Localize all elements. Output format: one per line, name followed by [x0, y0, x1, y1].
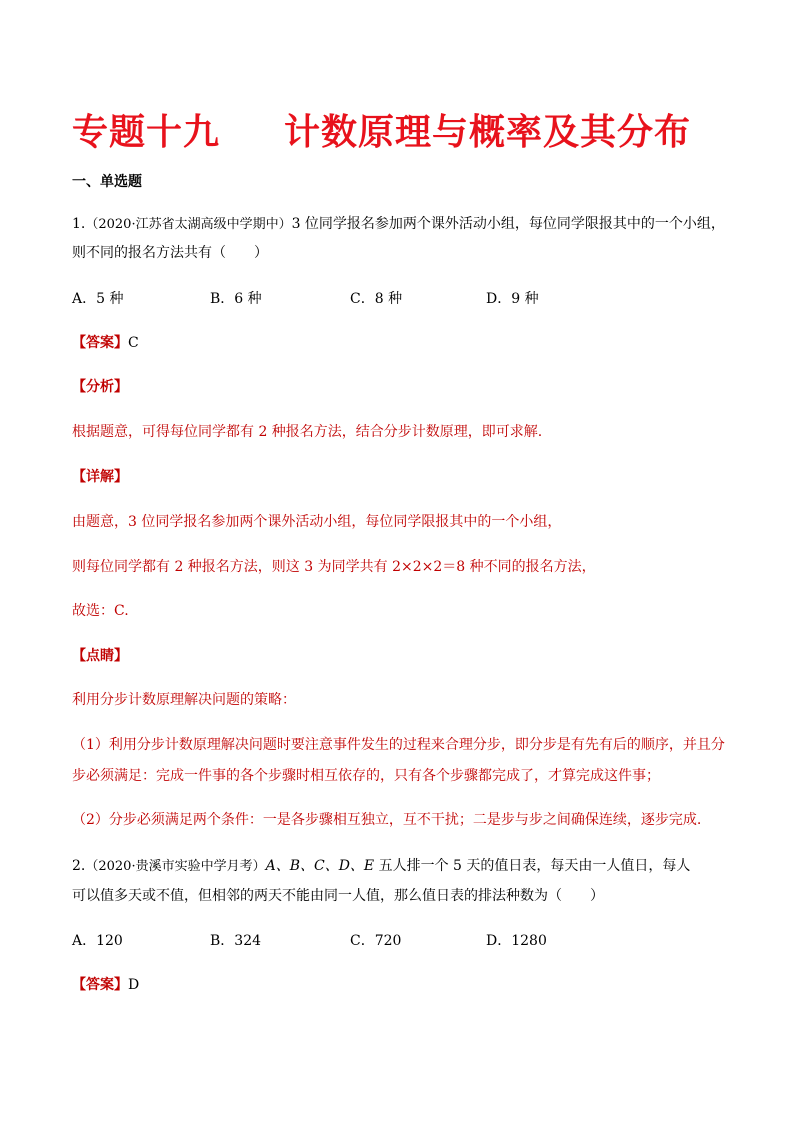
q2-answer-value: D — [128, 977, 140, 993]
q2-option-a: A．120 — [72, 933, 123, 949]
q2-stem-vars: A、B、C、D、E — [265, 858, 375, 874]
q1-tip-1-line1: （1）利用分步计数原理解决问题时要注意事件发生的过程来合理分步，即分步是有先有后的顺序，并且分 — [72, 737, 725, 753]
q2-option-d: D．1280 — [486, 933, 547, 949]
section-heading: 一、单选题 — [72, 174, 142, 190]
q2-answer-label: 【答案】 — [72, 977, 128, 993]
q1-detail-line3: 故选：C. — [72, 603, 129, 619]
q2-source: （2020·贵溪市实验中学月考） — [85, 859, 266, 874]
q2-answer — [72, 975, 139, 995]
q1-tip-2: （2）分步必须满足两个条件：一是各步骤相互独立，互不干扰；二是步与步之间确保连续，逐步完成. — [72, 812, 702, 828]
q1-answer-label: 【答案】 — [72, 335, 128, 351]
q1-number: 1. — [72, 216, 86, 232]
q1-stem-line2: 则不同的报名方法共有（ ） — [72, 245, 268, 261]
q2-option-b: B．324 — [210, 933, 262, 949]
q1-option-b: B．6 种 — [210, 291, 262, 307]
q1-analysis-text: 根据题意，可得每位同学都有 2 种报名方法，结合分步计数原理，即可求解. — [72, 424, 543, 440]
q2-stem-line2: 可以值多天或不值，但相邻的两天不能由同一人值，那么值日表的排法种数为（ ） — [72, 888, 604, 904]
q1-answer-value: C — [128, 335, 139, 351]
q1-detail-line2: 则每位同学都有 2 种报名方法，则这 3 为同学共有 2×2×2＝8 种不同的报名方法， — [72, 559, 596, 575]
q1-option-c: C．8 种 — [350, 291, 403, 307]
q2-stem-text1: 五人排一个 5 天的值日表，每天由一人值日，每人 — [374, 858, 691, 874]
q1-stem-line1 — [72, 214, 725, 235]
q1-answer — [72, 333, 139, 353]
q2-number: 2. — [72, 858, 86, 874]
q1-option-d: D．9 种 — [486, 291, 539, 307]
q1-detail-line1: 由题意，3 位同学报名参加两个课外活动小组，每位同学限报其中的一个小组， — [72, 514, 562, 530]
title-part2: 计数原理与概率及其分布 — [284, 112, 692, 153]
q1-option-a: A．5 种 — [72, 291, 124, 307]
page-title — [72, 104, 691, 155]
q1-source: （2020·江苏省太湖高级中学期中） — [85, 217, 292, 232]
q1-analysis-label: 【分析】 — [72, 379, 128, 395]
q1-tip-1-line2: 步必须满足：完成一件事的各个步骤时相互依存的，只有各个步骤都完成了，才算完成这件事； — [72, 768, 660, 784]
q1-tip-label: 【点睛】 — [72, 648, 128, 664]
q1-detail-label: 【详解】 — [72, 469, 128, 485]
q1-tip-intro: 利用分步计数原理解决问题的策略： — [72, 692, 296, 708]
title-part1: 专题十九 — [72, 112, 221, 153]
q1-stem-text1: 3 位同学报名参加两个课外活动小组，每位同学限报其中的一个小组， — [291, 216, 725, 232]
q2-stem-line1 — [72, 856, 690, 877]
q2-option-c: C．720 — [350, 933, 402, 949]
